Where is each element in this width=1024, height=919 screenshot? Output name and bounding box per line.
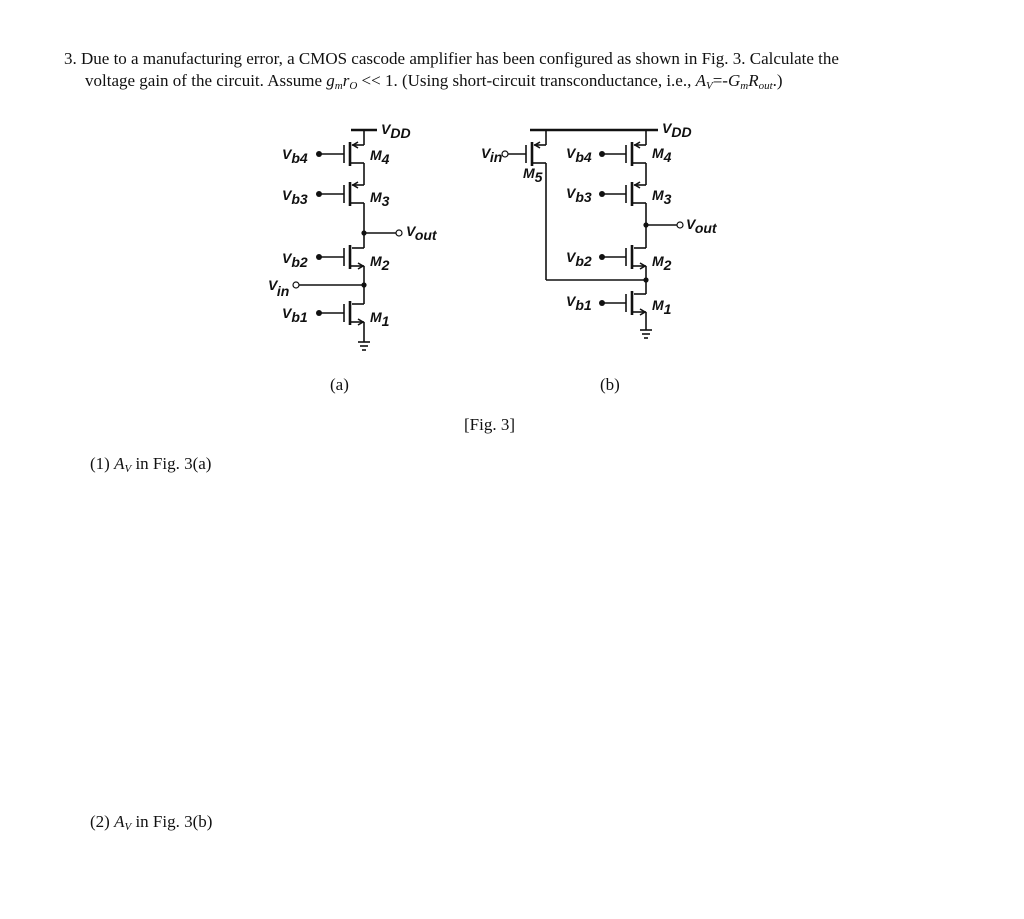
- m5-transistor-b: [502, 130, 546, 280]
- vb1-label-b: Vb1: [566, 293, 592, 313]
- caption-b: (b): [600, 375, 620, 394]
- m4-transistor-a: [316, 142, 364, 185]
- m1-label-b: M1: [652, 297, 672, 317]
- question-2-text: $A_V$ in Fig. 3(b): [114, 812, 213, 833]
- vb4-label-b: Vb4: [566, 145, 592, 165]
- m3-transistor-b: [599, 182, 646, 248]
- vout-label-a: Vout: [406, 223, 437, 243]
- assumption-math: $g_mr_O << 1$.: [326, 71, 398, 92]
- m2-transistor-b: [599, 245, 646, 294]
- vdd-label-b: VDD: [662, 120, 692, 140]
- m3-label-a: M3: [370, 189, 390, 209]
- m1-transistor-b: [599, 291, 646, 330]
- m1-label-a: M1: [370, 309, 390, 329]
- m3-label-b: M3: [652, 187, 672, 207]
- vout-label-b: Vout: [686, 216, 717, 236]
- formula-math: $A_V=-G_mR_{out}$.: [695, 71, 777, 92]
- vdd-label-a: VDD: [381, 121, 411, 141]
- m2-label-a: M2: [370, 253, 390, 273]
- caption-a: (a): [330, 375, 349, 394]
- ground-a: [358, 342, 370, 350]
- m1-transistor-a: [316, 301, 364, 342]
- vin-label-b: Vin: [481, 145, 503, 165]
- problem-line1: Due to a manufacturing error, a CMOS cascode amplifier has been configured as shown in Fig. 3. Calculate the: [81, 49, 839, 68]
- vb3-label-a: Vb3: [282, 187, 308, 207]
- vb1-label-a: Vb1: [282, 305, 308, 325]
- vb3-label-b: Vb3: [566, 185, 592, 205]
- vb2-label-a: Vb2: [282, 250, 308, 270]
- m4-transistor-b: [599, 142, 646, 185]
- m2-transistor-a: [316, 245, 364, 304]
- circuit-b: [481, 120, 718, 394]
- figure-caption: [Fig. 3]: [464, 415, 515, 434]
- m2-label-b: M2: [652, 253, 672, 273]
- m5-label-b: M5: [523, 165, 543, 185]
- circuit-a: [268, 121, 438, 394]
- m4-label-b: M4: [652, 145, 672, 165]
- problem-number: 3.: [64, 49, 77, 68]
- question-1: (1) $A_V$ in Fig. 3(a): [90, 454, 212, 475]
- question-2: (2) $A_V$ in Fig. 3(b): [90, 812, 213, 833]
- vin-label-a: Vin: [268, 277, 290, 299]
- ground-b: [640, 330, 652, 338]
- m3-transistor-a: [316, 182, 364, 248]
- question-1-text: $A_V$ in Fig. 3(a): [114, 454, 212, 475]
- m4-label-a: M4: [370, 147, 390, 167]
- problem-line2: voltage gain of the circuit. Assume $g_mr_O << 1$. (Using short-circuit transconductance, i.e., $A_V=-G_mR_{out}$.): [85, 71, 783, 92]
- vb2-label-b: Vb2: [566, 249, 592, 269]
- vb4-label-a: Vb4: [282, 146, 308, 166]
